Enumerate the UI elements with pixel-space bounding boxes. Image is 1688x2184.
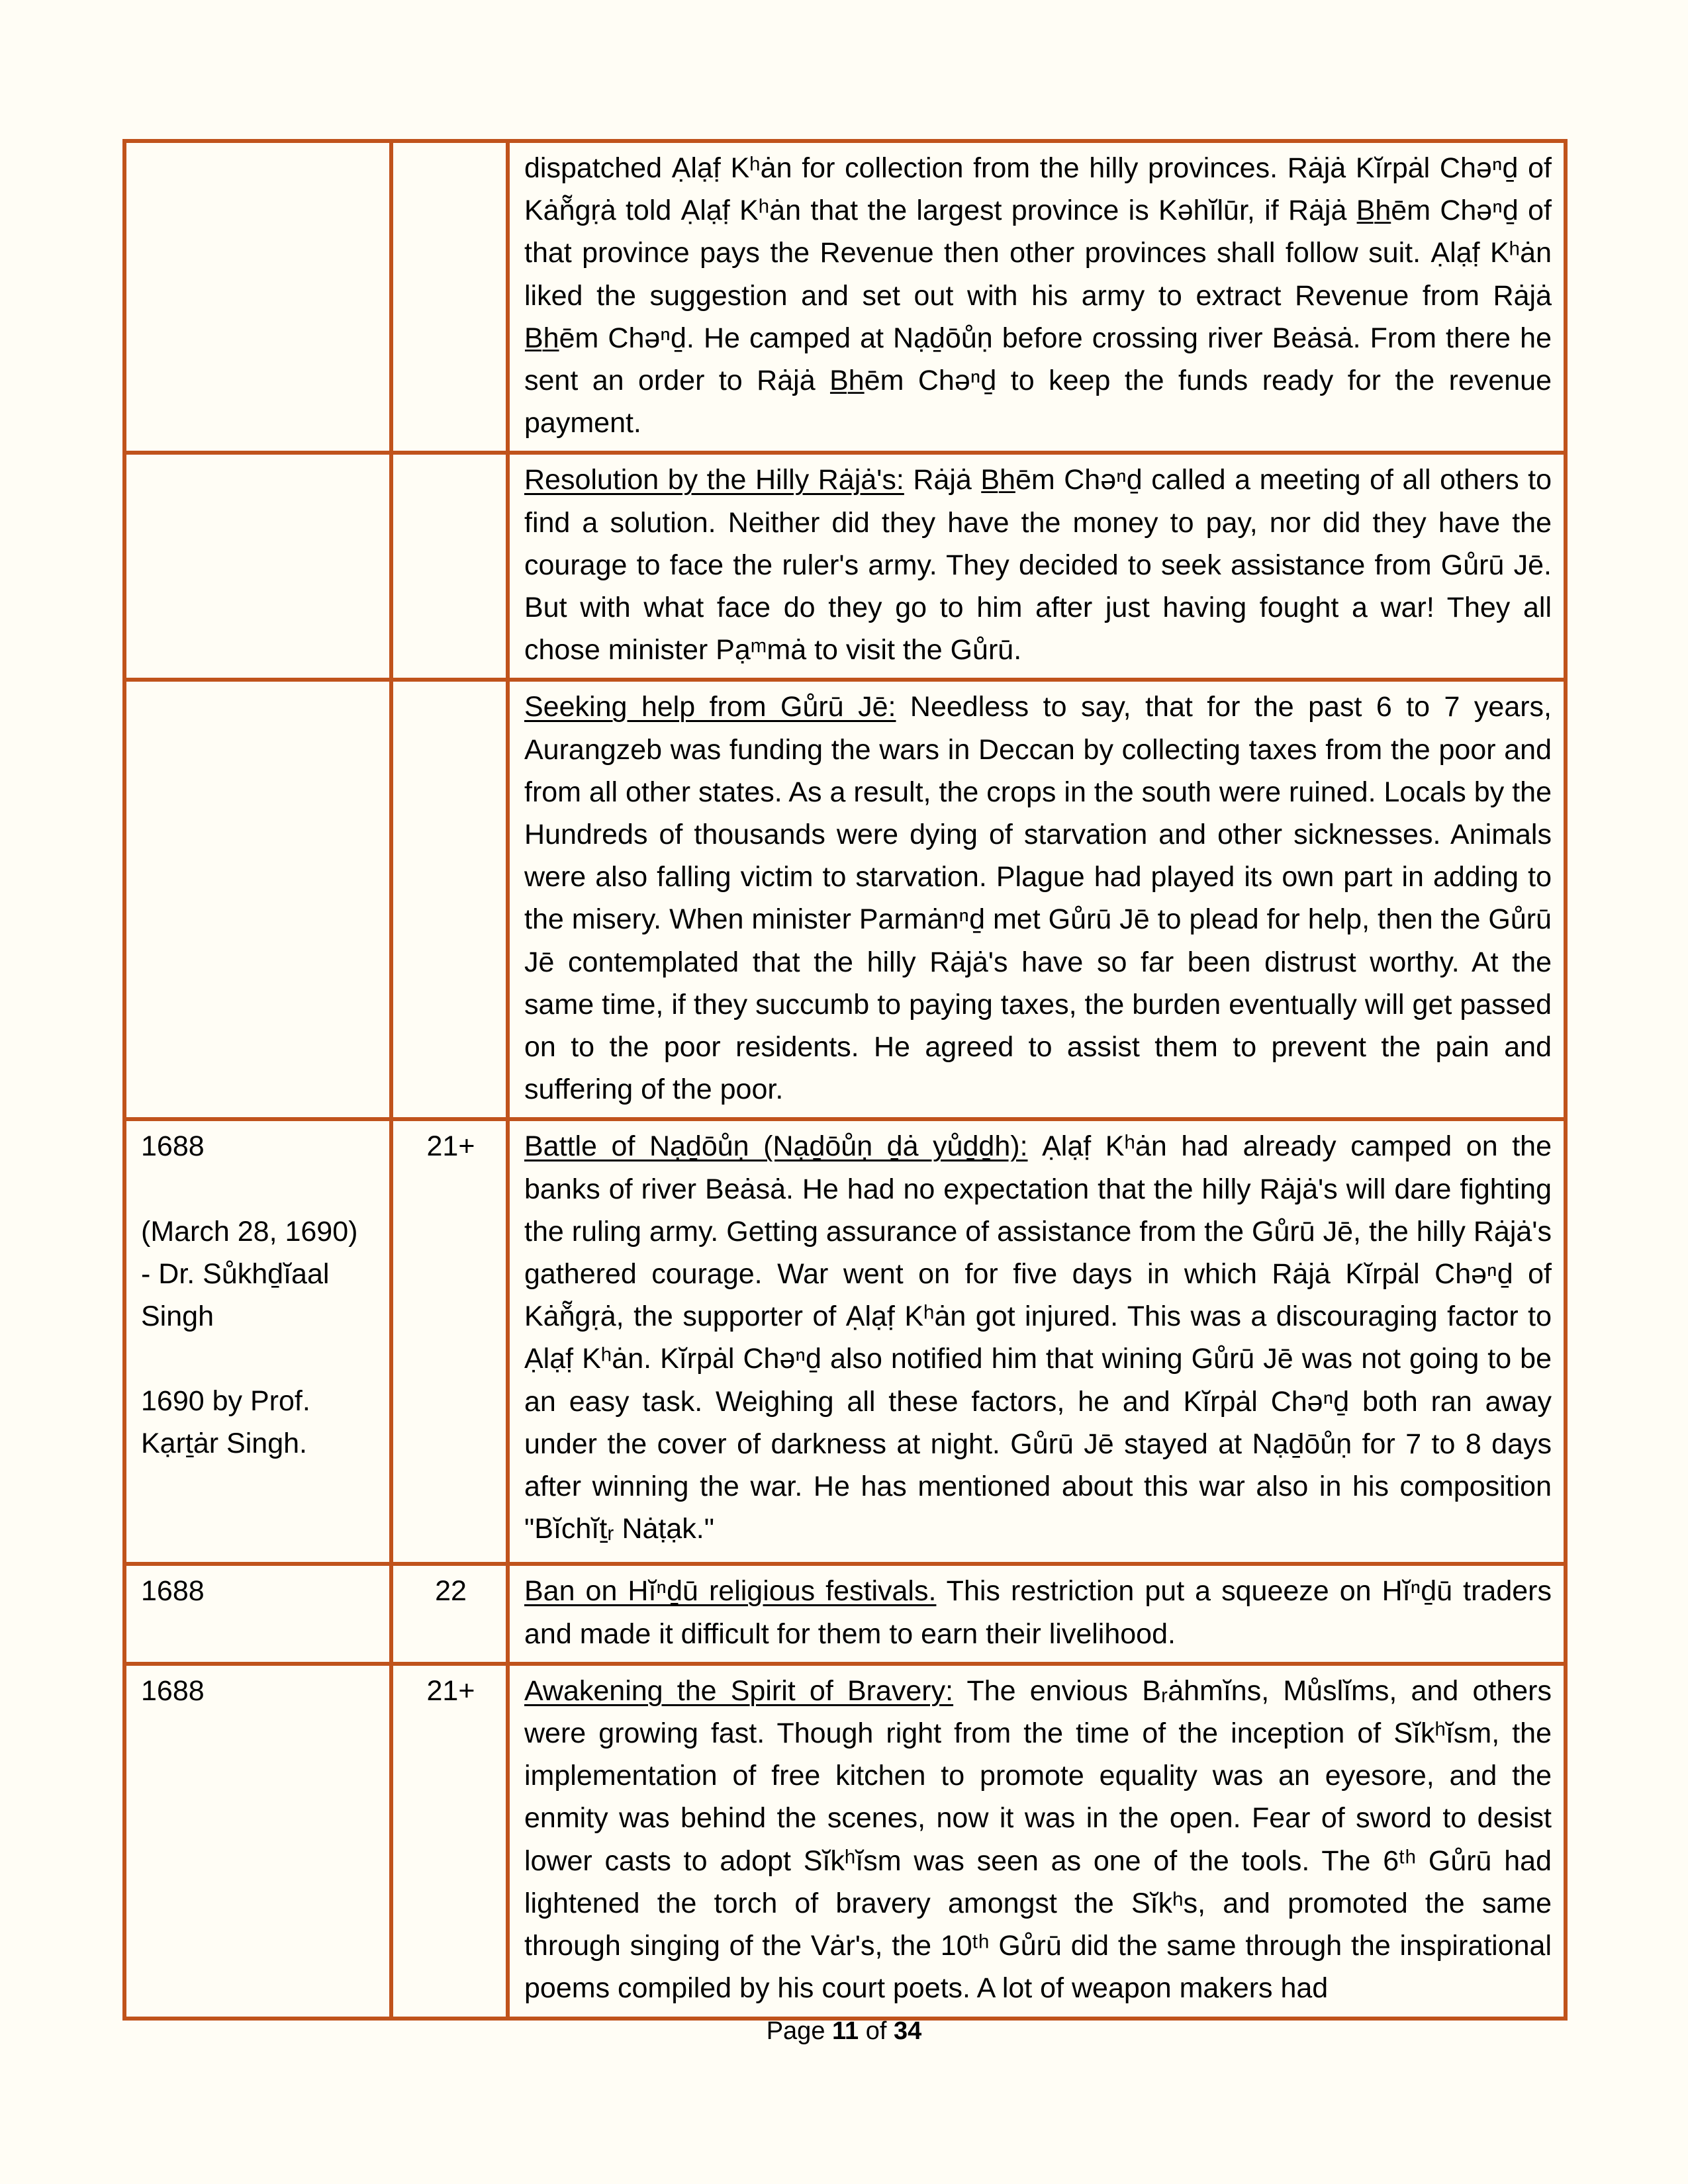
date-spacer [141,1168,377,1210]
date-cell [124,141,391,453]
date-spacer [141,1338,377,1380]
date-text: Kạrṯȧr Singh. [141,1428,307,1460]
current-page-number: 11 [832,2017,859,2045]
date-text: (March 28, 1690) [141,1215,358,1248]
event-body: This restriction put a squeeze on Hĭⁿḏū traders and made it difficult for them to earn their livelihood. [524,1575,1552,1650]
date-cell [124,1119,391,1564]
date-cell [124,453,391,680]
date-text: Singh [141,1300,214,1333]
date-text: - Dr. Sůkhḏĭaal [141,1257,330,1290]
event-heading: Resolution by the Hilly Rȧjȧ's: [524,464,904,496]
event-body: Rȧjȧ B̲h̲ēm Chəⁿḏ called a meeting of all others to find a solution. Neither did they have the money to pay, nor did they have the courage to face the ruler's army. They decided to seek assistance from Gůrū Jē. But with what face do they go to him after just having fought a war! They all chose minister Pạᵐmȧ to visit the Gůrū. [524,464,1552,666]
total-pages-number: 34 [894,2017,922,2045]
age-cell: 21+ [391,1119,508,1564]
age-cell: 21+ [391,1664,508,2019]
page-label: Page [766,2017,825,2045]
event-body: The envious Bᵣȧhmĭns, Můslĭms, and others were growing fast. Though right from the time of the inception of Sĭkʰĭsm, the implementation of free kitchen to promote equality was an eyesore, and the enmity was behind the scenes, now it was in the open. Fear of sword to desist lower casts to adopt Sĭkʰĭsm was seen as one of the tools. The 6ᵗʰ Gůrū had lightened the torch of bravery amongst the Sĭkʰs, and promoted the same through singing of the Vȧr's, the 10ᵗʰ Gůrū did the same through the inspirational poems compiled by his court poets. A lot of weapon makers had [524,1674,1552,2005]
date-text: 1690 by Prof. [141,1385,310,1418]
event-heading: Awakening the Spirit of Bravery: [524,1674,954,1707]
table-row [124,1664,1566,2019]
event-cell [508,1564,1566,1663]
event-cell [508,141,1566,453]
date-cell [124,1664,391,2019]
page-footer [0,2017,1688,2046]
table-row [124,1119,1566,1564]
age-cell [391,141,508,453]
table-row [124,680,1566,1119]
date-text: 1688 [141,1130,205,1163]
date-text: 1688 [141,1575,205,1608]
table-row [124,141,1566,453]
event-body: Ạlạf̣ Kʰȧn had already camped on the banks of river Beȧsȧ. He had no expectation that the hilly Rȧjȧ's will dare fighting the ruling army. Getting assurance of assistance from the Gůrū Jē, the hilly Rȧjȧ's gathered courage. War went on for five days in which Rȧjȧ Kĭrpȧl Chəⁿḏ of Kȧň̃gṛȧ, the supporter of Ạlạf̣ Kʰȧn got injured. This was a discouraging factor to Ạlạf̣ Kʰȧn. Kĭrpȧl Chəⁿḏ also notified him that wining Gůrū Jē was not going to be an easy task. Weighing all these factors, he and Kĭrpȧl Chəⁿḏ both ran away under the cover of darkness at night. Gůrū Jē stayed at Nạḏōůṇ for 7 to 8 days after winning the war. He has mentioned about this war also in his composition "Bĭchĭṯᵣ Nȧṭạk." [524,1130,1552,1545]
event-heading: Battle of Nạḏōůṇ (Nạḏōůṇ ḏȧ yůḏḏh): [524,1130,1028,1163]
date-cell [124,680,391,1119]
event-body: dispatched Ạlạf̣ Kʰȧn for collection from the hilly provinces. Rȧjȧ Kĭrpȧl Chəⁿḏ of Kȧň̃gṛȧ told Ạlạf̣ Kʰȧn that the largest province is Kəhĭlūr, if Rȧjȧ B̲h̲ēm Chəⁿḏ of that province pays the Revenue then other provinces shall follow suit. Ạlạf̣ Kʰȧn liked the suggestion and set out with his army to extract Revenue from Rȧjȧ B̲h̲ēm Chəⁿḏ. He camped at Nạḏōůṇ before crossing river Beȧsȧ. From there he sent an order to Rȧjȧ B̲h̲ēm Chəⁿḏ to keep the funds ready for the revenue payment. [524,152,1552,439]
event-cell [508,1664,1566,2019]
event-cell [508,1119,1566,1564]
event-heading: Seeking help from Gůrū Jē: [524,691,896,723]
timeline-table [122,139,1568,2021]
age-cell [391,680,508,1119]
table-row [124,453,1566,680]
event-cell [508,453,1566,680]
event-cell [508,680,1566,1119]
event-body: Needless to say, that for the past 6 to 7 years, Aurangzeb was funding the wars in Deccan by collecting taxes from the poor and from all other states. As a result, the crops in the south were ruined. Locals by the Hundreds of thousands were dying of starvation and other sicknesses. Animals were also falling victim to starvation. Plague had played its own part in adding to the misery. When minister Parmȧnⁿḏ met Gůrū Jē to plead for help, then the Gůrū Jē contemplated that the hilly Rȧjȧ's have so far been distrust worthy. At the same time, if they succumb to paying taxes, the burden eventually will get passed on to the poor residents. He agreed to assist them to prevent the pain and suffering of the poor. [524,691,1552,1106]
date-cell [124,1564,391,1663]
of-label: of [865,2017,887,2045]
age-cell [391,453,508,680]
table-row [124,1564,1566,1663]
date-text: 1688 [141,1674,205,1707]
age-cell: 22 [391,1564,508,1663]
event-heading: Ban on Hĭⁿḏū religious festivals. [524,1575,937,1608]
